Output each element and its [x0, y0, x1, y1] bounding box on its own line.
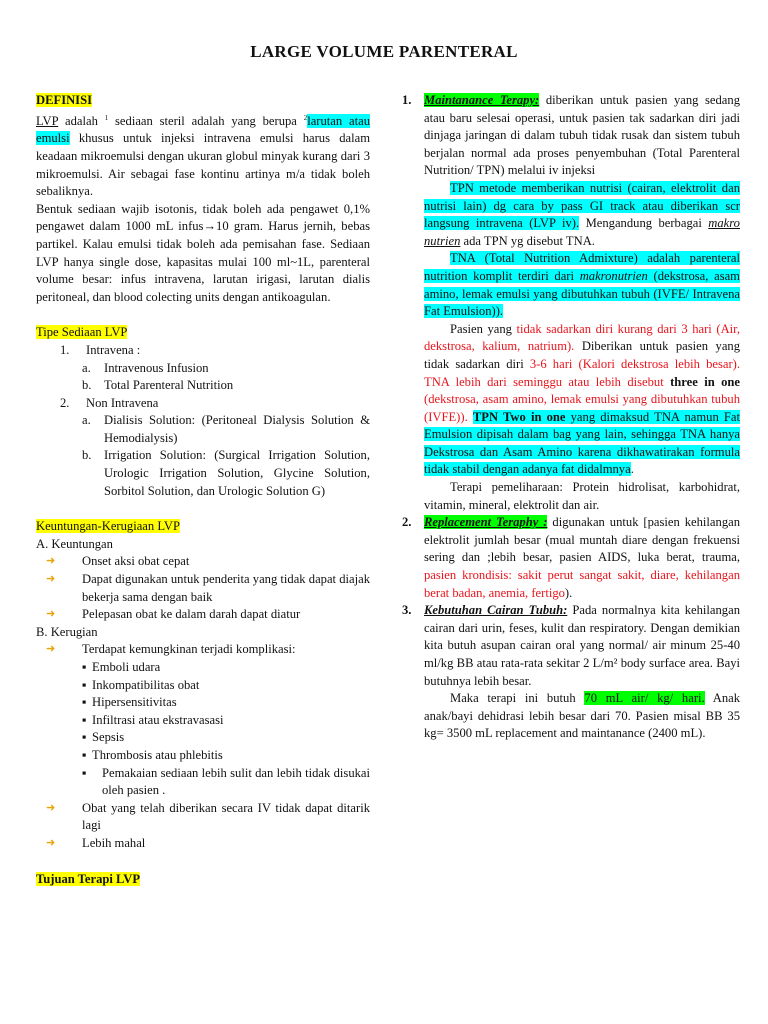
arrow-bullet-icon: ➜: [46, 643, 56, 656]
komplikasi-item: ▪ Sepsis: [36, 729, 370, 747]
square-bullet-icon: ▪: [82, 730, 87, 745]
kerugian-item: ➜ Obat yang telah diberikan secara IV tidak dapat ditarik lagi: [36, 800, 370, 835]
numbered-item-3: 3. Kebutuhan Cairan Tubuh: Pada normalnya kita kehilangan cairan dari urin, feses, kulit dan respiratory. Dengan demikian kita butuh asupan cairan oral yang normal/ air minum 25-40 ml/kg BB atau rata-rata sekitar 2 L/m² body surface area. Bayi butuhnya lebih besar.: [402, 603, 740, 688]
square-bullet-icon: ▪: [82, 660, 87, 674]
keuntungan-item: ➜ Dapat digunakan untuk penderita yang tidak dapat diajak bekerja sama dengan baik: [36, 571, 370, 606]
arrow-bullet-icon: ➜: [46, 608, 56, 621]
tipe-heading: Tipe Sediaan LVP: [36, 325, 128, 340]
keuntungan-item: ➜ Pelepasan obat ke dalam darah dapat diatur: [36, 606, 370, 624]
tpn-paragraph: TPN metode memberikan nutrisi (cairan, elektrolit dan nutrisi lain) dg cara by pass GI track atau diberikan scr langsung intravena (LVP iv). Mengandung berbagai makro nutrien ada TPN yg disebut TNA.: [424, 180, 740, 248]
definisi-heading: DEFINISI: [36, 93, 92, 107]
komplikasi-item: ▪ Inkompatibilitas obat: [36, 677, 370, 695]
page-title: LARGE VOLUME PARENTERAL: [250, 42, 518, 61]
square-bullet-icon: ▪: [82, 695, 87, 710]
tujuan-heading: Tujuan Terapi LVP: [36, 871, 141, 886]
komplikasi-item: ▪ Emboli udara: [36, 659, 370, 677]
kerugian-label: B. Kerugian: [36, 624, 98, 639]
arrow-bullet-icon: ➜: [46, 801, 56, 814]
definisi-paragraph-1: LVP adalah $^1$ sediaan steril adalah yang berupa $^2$larutan atau emulsi khusus untuk injeksi intravena emulsi harus dalam keadaan mikroemulsi dengan ukuran globul minyak kurang dari 3 mikroemulsi. Air sebagai fase kontinu artinya m/a tidak boleh sebaliknya.: [36, 113, 370, 199]
keuntungan-item: ➜ Onset aksi obat cepat: [36, 553, 370, 571]
square-bullet-icon: ▪: [82, 712, 87, 727]
keuntungan-heading: Keuntungan-Kerugiaan LVP: [36, 519, 180, 534]
replacement-title: Replacement Teraphy :: [424, 515, 548, 530]
arrow-bullet-icon: ➜: [46, 573, 56, 586]
square-bullet-icon: ▪: [82, 747, 87, 762]
arrow-bullet-icon: ➜: [46, 555, 56, 568]
square-bullet-icon: ▪: [82, 677, 87, 692]
square-bullet-icon: ▪: [82, 765, 87, 780]
tipe-item-1a: a. Intravenous Infusion: [82, 360, 209, 375]
definisi-paragraph-2: Bentuk sediaan wajib isotonis, tidak boleh ada pengawet 0,1% pengawet dalam 1000 mL infus→10 gram. Harus jernih, bebas partikel. Kalau emulsi tidak boleh ada pemisahan fase. Sediaan LVP hanya single dose, kapasitas mulai 100 ml~1L, parenteral volume besar: infus intravena, larutan irigasi, larutan dialis peritoneal, dan blood colecting units dengan antikoagulan.: [36, 201, 370, 304]
maintanance-title: Maintanance Terapy:: [424, 93, 540, 107]
tipe-item-1: 1. Intravena :: [60, 342, 141, 357]
tipe-item-2: 2. Non Intravena: [60, 395, 159, 410]
komplikasi-item: ▪ Thrombosis atau phlebitis: [36, 747, 370, 765]
terapi-paragraph: Terapi pemeliharaan: Protein hidrolisat, karbohidrat, vitamin, mineral, elektrolit dan air.: [424, 480, 740, 512]
arrow-bullet-icon: ➜: [46, 836, 56, 849]
komplikasi-item: ▪ Hipersensitivitas: [36, 694, 370, 712]
tna-paragraph: TNA (Total Nutrition Admixture) adalah parenteral nutrition komplit terdiri dari makronutrien (dekstrosa, asam amino, lemak emulsi yang dibutuhkan tubuh (IVFE/ Intravena Fat Emulsion)).: [424, 251, 740, 319]
tipe-item-2a: a. Dialisis Solution: (Peritoneal Dialysis Solution & Hemodialysis): [82, 413, 370, 445]
tipe-item-1b: b. Total Parenteral Nutrition: [82, 378, 234, 393]
kerugian-item: ➜ Lebih mahal: [36, 835, 370, 853]
kerugian-item: ➜ Terdapat kemungkinan terjadi komplikasi:: [36, 641, 370, 659]
tipe-item-2b: b. Irrigation Solution: (Surgical Irrigation Solution, Urologic Irrigation Solution, Glycine Solution, Sorbitol Solution, dan Urologic Solution G): [82, 448, 370, 498]
numbered-item-1: 1. Maintanance Terapy: diberikan untuk pasien yang sedang atau baru selesai operasi, untuk pasien tak sadarkan diri jadi dinjaga jaringan di dalam tubuh tidak rusak dan sistem tubuh berjalan normal ada proses penyembuhan (Total Parenteral Nutrition/ TPN) melalui iv injeksi: [402, 93, 740, 178]
komplikasi-item: ▪ Infiltrasi atau ekstravasasi: [36, 712, 370, 730]
komplikasi-item: ▪ Pemakaian sediaan lebih sulit dan lebih tidak disukai oleh pasien .: [36, 765, 370, 800]
pasien-paragraph: Pasien yang tidak sadarkan diri kurang dari 3 hari (Air, dekstrosa, kalium, natrium). Diberikan untuk pasien yang tidak sadarkan diri 3-6 hari (Kalori dekstrosa lebih besar). TNA lebih dari seminggu atau lebih disebut three in one (dekstrosa, asam amino, lemak emulsi yang dibutuhkan tubuh (IVFE)). TPN Two in one yang dimaksud TNA namun Fat Emulsion dipisah dalam bag yang lain, sehingga TNA hanya Dekstrosa dan Asam Amino karena dikhawatirakan formula tidak stabil dengan adanya fat didalmnya.: [424, 321, 741, 477]
left-column: [36, 92, 370, 888]
maka-paragraph: Maka terapi ini butuh 70 mL air/ kg/ hari. Anak anak/bayi dehidrasi lebih besar dari 70. Pasien misal BB 35 kg= 3500 mL replacement and maintanance (2400 mL).: [424, 691, 741, 741]
numbered-item-2: 2. Replacement Teraphy : digunakan untuk [pasien kehilangan elektrolit jumlah besar (mual muntah diare dengan frekuensi sering dan ;lebih besar, pasien AIDS, luka berat, trauma, pasien krondisis: sakit perut sangat sakit, diare, kehilangan berat badan, anemia, fertigo).: [402, 515, 740, 600]
right-column: [402, 92, 740, 743]
keuntungan-label: A. Keuntungan: [36, 536, 113, 551]
kebutuhan-title: Kebutuhan Cairan Tubuh:: [424, 603, 568, 618]
